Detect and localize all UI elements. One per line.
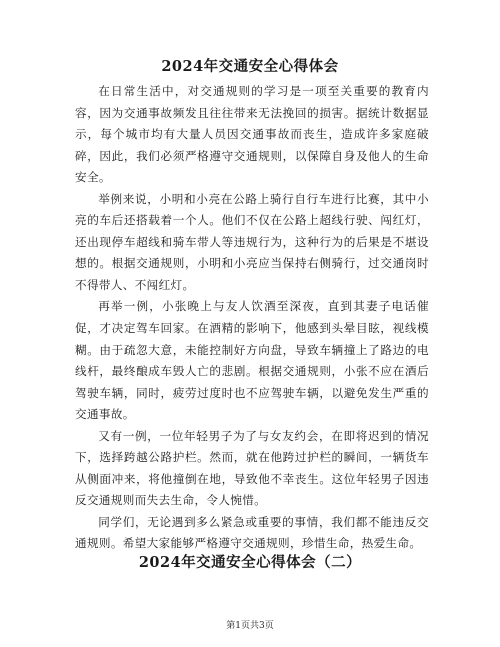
paragraph-3: 再举一例，小张晚上与友人饮酒至深夜，直到其妻子电话催促，才决定驾车回家。在酒精的影响下，他感到头晕目眩，视线模糊。由于疏忽大意，未能控制好方向盘，导致车辆撞上了路边的电线杆，最终酿成车毁人亡的悲剧。根据交通规则，小张不应在酒后驾驶车辆，同时，疲劳过度时也不应驾驶车辆，以避免发生严重的交通事故。 bbox=[75, 299, 429, 422]
paragraph-1: 在日常生活中，对交通规则的学习是一项至关重要的教育内容，因为交通事故频发且往往带来无法挽回的损害。据统计数据显示，每个城市均有大量人员因交通事故而丧生，造成许多家庭破碎，因此，我们必须严格遵守交通规则，以保障自身及他人的生命安全。 bbox=[75, 84, 429, 185]
paragraph-5: 同学们，无论遇到多么紧急或重要的事情，我们都不能违反交通规则。希望大家能够严格遵守交通规则，珍惜生命，热爱生命。 bbox=[75, 514, 429, 551]
page-footer: 第1页共3页 bbox=[226, 621, 274, 631]
paragraph-4: 又有一例，一位年轻男子为了与女友约会，在即将迟到的情况下，选择跨越公路护栏。然而，就在他跨过护栏的瞬间，一辆货车从侧面冲来，将他撞倒在地，导致他不幸丧生。这位年轻男子因违反交通规则而失去生命，令人惋惜。 bbox=[75, 428, 429, 508]
document-body bbox=[75, 81, 429, 555]
paragraph-2: 举例来说，小明和小亮在公路上骑行自行车进行比赛，其中小亮的车后还搭载着一个人。他们不仅在公路上超线行驶、闯红灯，还出现停车超线和骑车带人等违规行为，这种行为的后果是不堪设想的。根据交通规则，小明和小亮应当保持右侧骑行，过交通岗时不得带人、不闯红灯。 bbox=[75, 191, 429, 292]
next-section-title: 2024年交通安全心得体会（二） bbox=[138, 554, 362, 571]
document-title: 2024年交通安全心得体会 bbox=[161, 58, 339, 75]
